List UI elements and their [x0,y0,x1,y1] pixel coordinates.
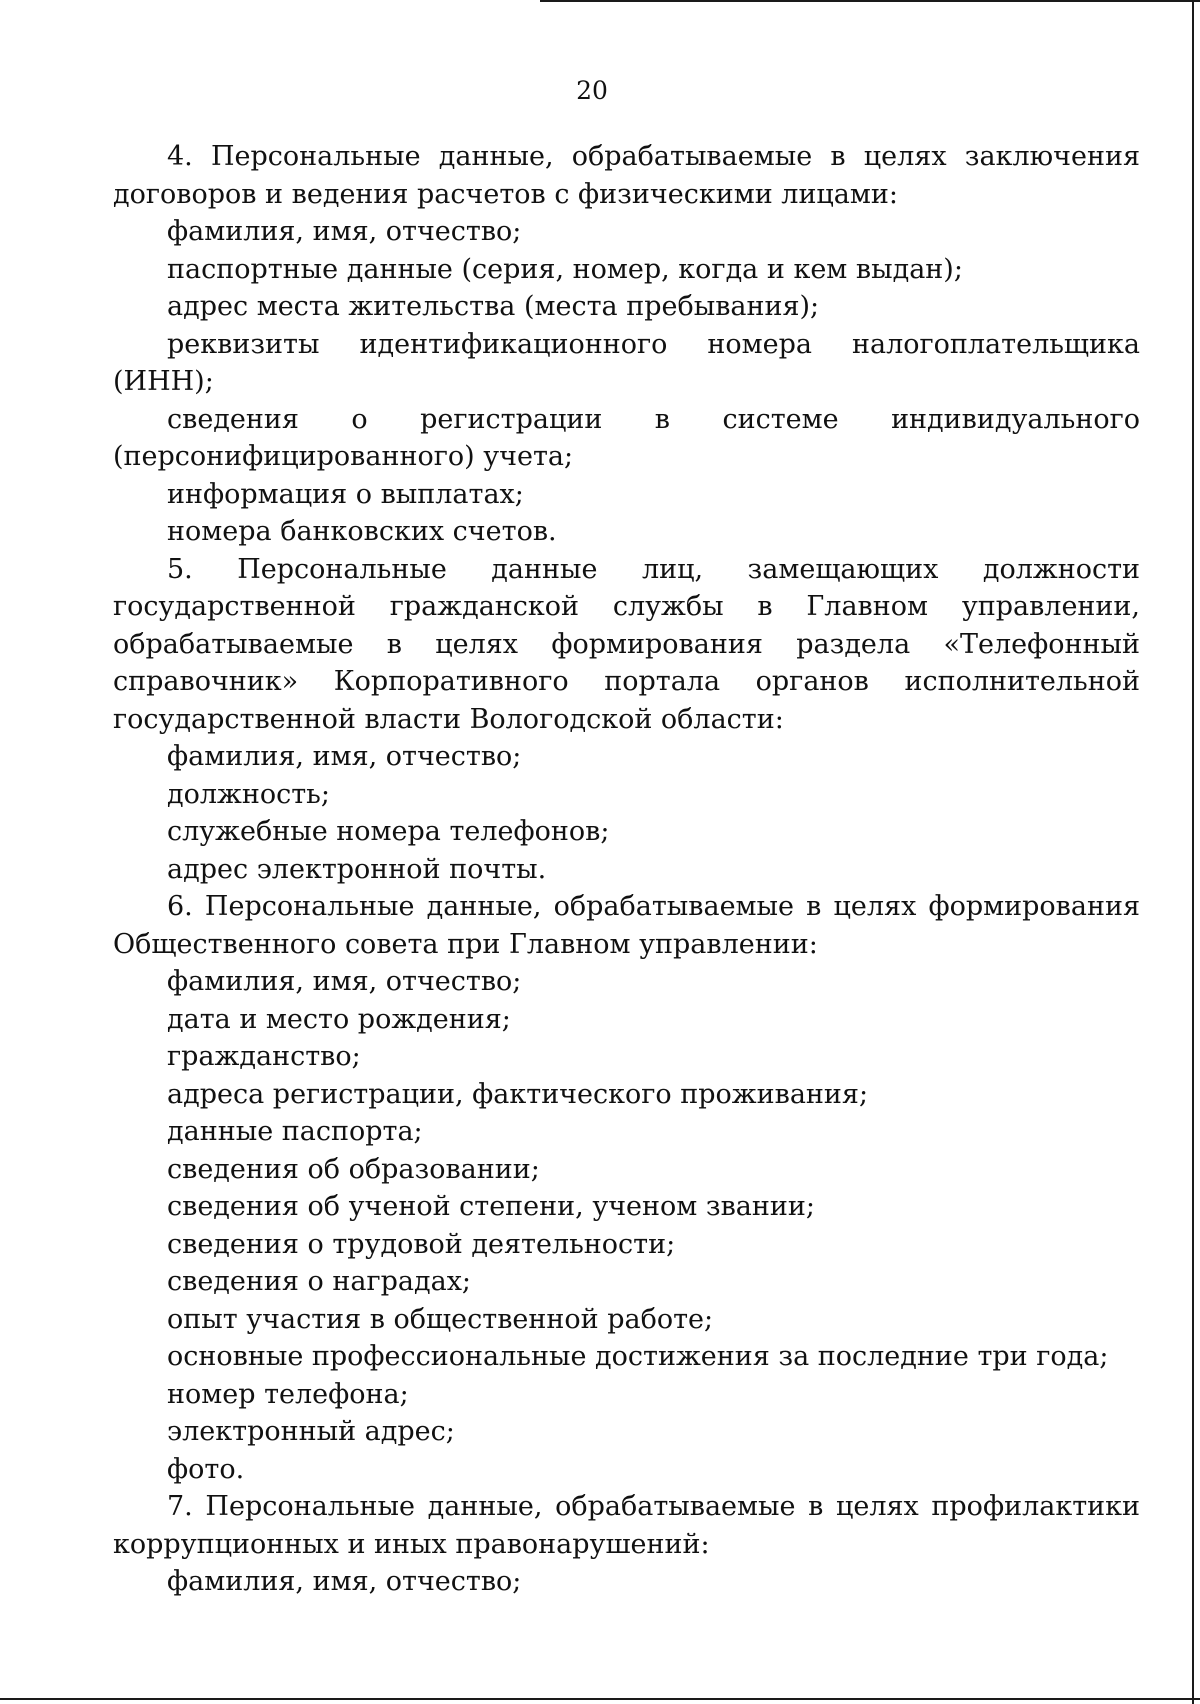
section-6-item: сведения об образовании; [167,1153,540,1185]
section-6-item: адреса регистрации, фактического проживания; [167,1078,869,1110]
section-7-intro: 7. Персональные данные, обрабатываемые в целях профилактики коррупционных и иных правонарушений: [113,1491,1140,1560]
section-4-item: фамилия, имя, отчество; [167,216,522,247]
section-6-item: гражданство; [167,1041,361,1072]
section-4-intro: 4. Персональные данные, обрабатываемые в целях заключения договоров и ведения расчетов с физическими лицами: [113,141,1140,210]
section-5-item: служебные номера телефонов; [167,816,610,847]
section-6-item: дата и место рождения; [167,1003,511,1035]
section-6-item: номер телефона; [167,1378,409,1410]
section-6-item: электронный адрес; [167,1416,455,1447]
section-4-item: информация о выплатах; [167,478,524,510]
section-4-item: реквизиты идентификационного номера налогоплательщика (ИНН); [113,328,1140,397]
section-6-intro: 6. Персональные данные, обрабатываемые в целях формирования Общественного совета при Главном управлении: [113,891,1140,960]
section-6-item: данные паспорта; [167,1116,423,1147]
scan-border-right [1192,0,1194,1704]
scan-border-bottom [0,1698,1200,1700]
section-5-intro: 5. Персональные данные лиц, замещающих должности государственной гражданской службы в Главном управлении, обрабатываемые в целях формирования раздела «Телефонный справочник» Корпоративного портала органов исполнительной государственной власти Вологодской области: [113,553,1140,735]
section-4-item: номера банковских счетов. [167,516,557,547]
section-6-item: сведения о трудовой деятельности; [167,1228,676,1260]
page-number: 20 [576,76,608,105]
section-5-item: должность; [167,778,330,810]
section-6-item: сведения об ученой степени, ученом звании; [167,1191,815,1222]
section-6-item: основные профессиональные достижения за последние три года; [167,1341,1109,1372]
section-4-item: паспортные данные (серия, номер, когда и кем выдан); [167,253,963,285]
scan-border-top [540,0,1200,2]
document-body [113,138,1140,1601]
section-6-item: сведения о наградах; [167,1266,472,1297]
section-7-item: фамилия, имя, отчество; [167,1566,522,1597]
section-6-item: фамилия, имя, отчество; [167,966,522,997]
section-6-item: опыт участия в общественной работе; [167,1303,714,1335]
section-4-item: сведения о регистрации в системе индивидуального (персонифицированного) учета; [113,403,1140,472]
section-4-item: адрес места жительства (места пребывания); [167,291,820,322]
section-5-item: адрес электронной почты. [167,853,547,885]
section-5-item: фамилия, имя, отчество; [167,741,522,772]
section-6-item: фото. [167,1453,245,1485]
